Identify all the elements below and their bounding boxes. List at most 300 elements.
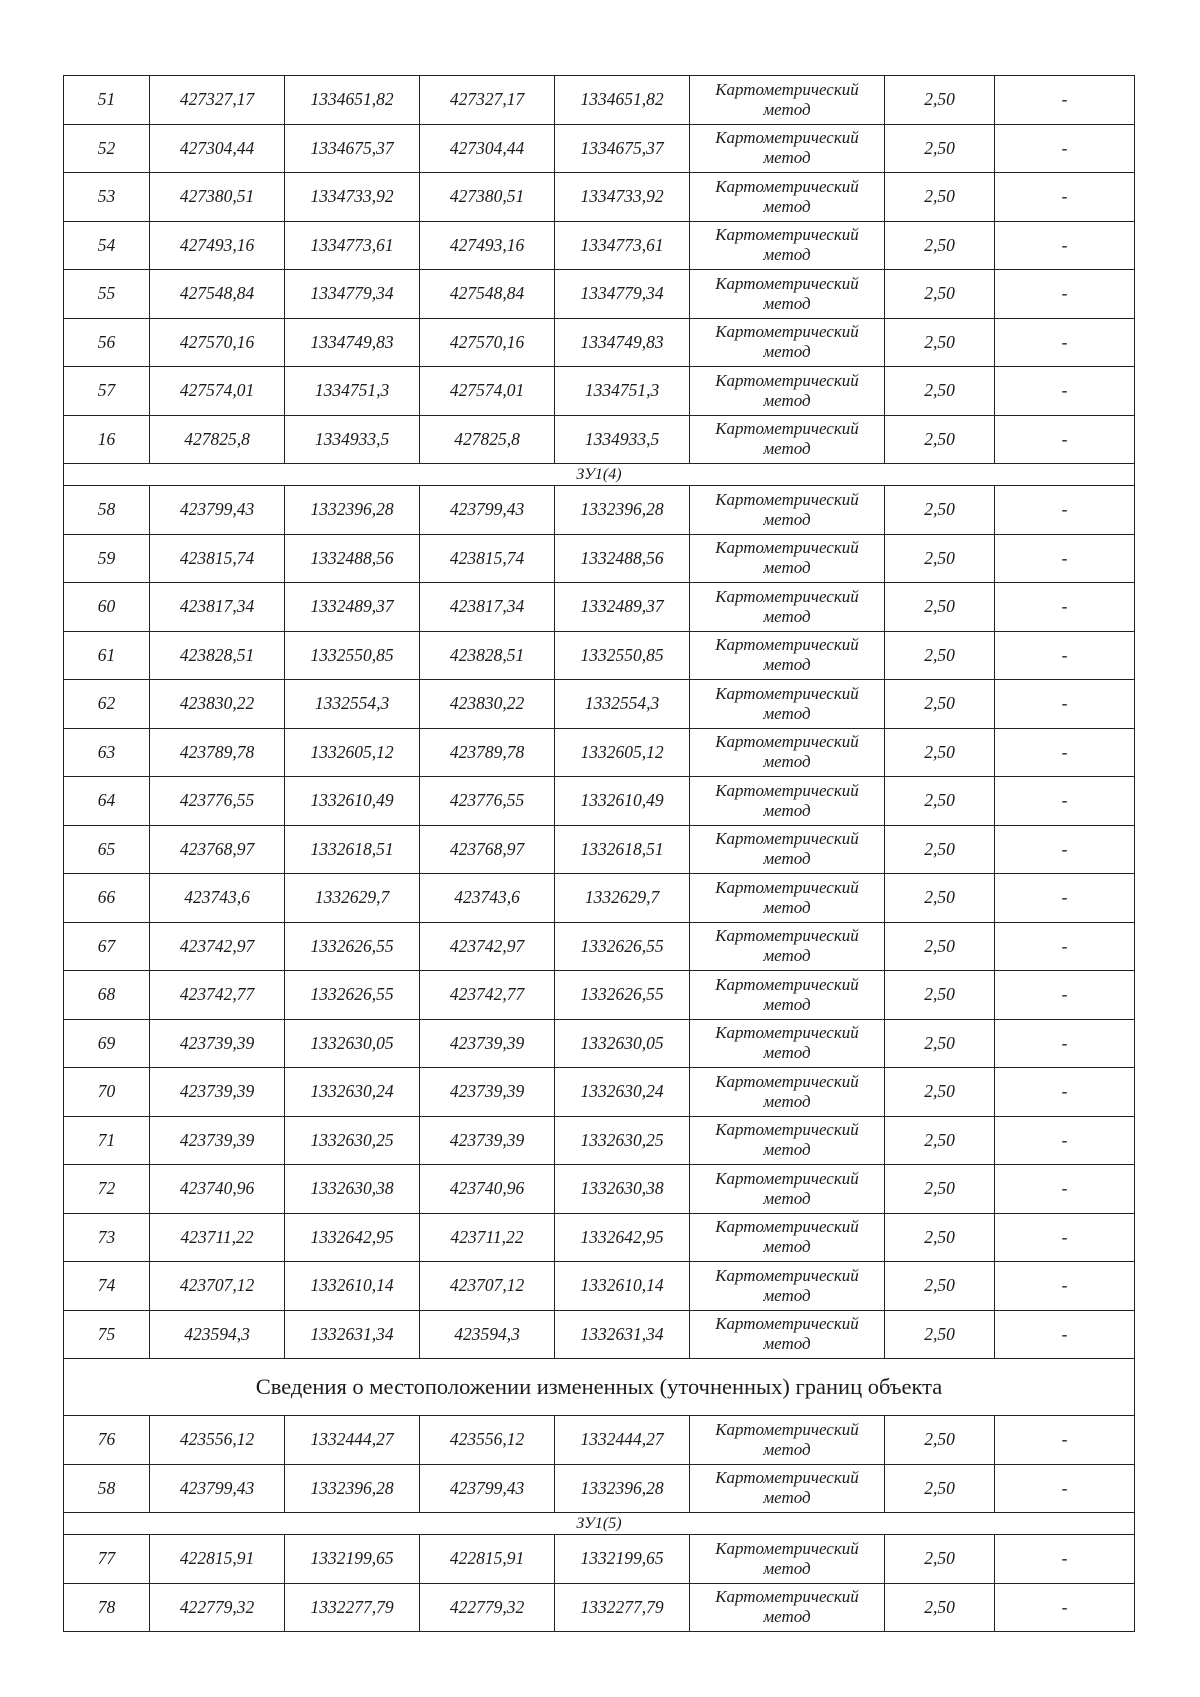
y-new-cell: 1332550,85 [555,631,690,680]
method-text-line: Картометрический [715,538,859,558]
method-text-line: Картометрический [715,225,859,245]
method-text-line: Картометрический [715,1587,859,1607]
description-cell: - [995,874,1135,923]
x-existing-cell: 423742,97 [150,922,285,971]
method-cell [690,1165,885,1214]
y-new-cell: 1332277,79 [555,1583,690,1632]
x-existing-cell: 423556,12 [150,1416,285,1465]
y-existing-cell: 1332626,55 [285,922,420,971]
y-new-cell: 1332618,51 [555,825,690,874]
method-text-line: Картометрический [715,1071,859,1091]
y-new-cell: 1332199,65 [555,1535,690,1584]
point-number-cell: 67 [64,922,150,971]
method-text-line: метод [763,1439,811,1459]
method-text-line: метод [763,509,811,529]
point-number-cell: 72 [64,1165,150,1214]
description-cell: - [995,1116,1135,1165]
y-new-cell: 1332396,28 [555,486,690,535]
method-text-line: метод [763,1043,811,1063]
point-number-cell: 58 [64,1464,150,1513]
point-number-cell: 65 [64,825,150,874]
y-existing-cell: 1332396,28 [285,1464,420,1513]
y-existing-cell: 1334651,82 [285,76,420,125]
description-cell: - [995,922,1135,971]
point-number-cell: 61 [64,631,150,680]
point-number-cell: 54 [64,221,150,270]
x-new-cell: 422779,32 [420,1583,555,1632]
method-cell [690,874,885,923]
table-row [64,1213,1135,1262]
point-number-cell: 71 [64,1116,150,1165]
point-number-cell: 77 [64,1535,150,1584]
method-cell [690,1583,885,1632]
y-existing-cell: 1332629,7 [285,874,420,923]
accuracy-cell: 2,50 [885,486,995,535]
accuracy-cell: 2,50 [885,971,995,1020]
description-cell: - [995,1213,1135,1262]
accuracy-cell: 2,50 [885,318,995,367]
table-row [64,1464,1135,1513]
table-row [64,318,1135,367]
accuracy-cell: 2,50 [885,534,995,583]
description-cell: - [995,76,1135,125]
x-new-cell: 427493,16 [420,221,555,270]
point-number-cell: 56 [64,318,150,367]
accuracy-cell: 2,50 [885,680,995,729]
description-cell: - [995,680,1135,729]
point-number-cell: 64 [64,777,150,826]
y-new-cell: 1334675,37 [555,124,690,173]
table-row [64,534,1135,583]
point-number-cell: 51 [64,76,150,125]
accuracy-cell: 2,50 [885,221,995,270]
method-cell [690,1262,885,1311]
x-new-cell: 423776,55 [420,777,555,826]
y-existing-cell: 1332488,56 [285,534,420,583]
point-number-cell: 69 [64,1019,150,1068]
x-existing-cell: 427548,84 [150,270,285,319]
y-existing-cell: 1332199,65 [285,1535,420,1584]
x-new-cell: 427825,8 [420,415,555,464]
accuracy-cell: 2,50 [885,270,995,319]
method-text-line: Картометрический [715,732,859,752]
method-text-line: метод [763,558,811,578]
y-existing-cell: 1332396,28 [285,486,420,535]
method-text-line: метод [763,439,811,459]
point-number-cell: 76 [64,1416,150,1465]
accuracy-cell: 2,50 [885,367,995,416]
method-text-line: Картометрический [715,273,859,293]
table-row [64,777,1135,826]
x-new-cell: 423815,74 [420,534,555,583]
y-existing-cell: 1334773,61 [285,221,420,270]
method-cell [690,415,885,464]
method-text-line: метод [763,800,811,820]
y-existing-cell: 1332630,38 [285,1165,420,1214]
y-existing-cell: 1334749,83 [285,318,420,367]
method-text-line: Картометрический [715,1217,859,1237]
accuracy-cell: 2,50 [885,1583,995,1632]
y-new-cell: 1332554,3 [555,680,690,729]
table-row [64,1262,1135,1311]
method-text-line: метод [763,946,811,966]
y-existing-cell: 1332489,37 [285,583,420,632]
x-existing-cell: 423830,22 [150,680,285,729]
method-text-line: метод [763,994,811,1014]
x-new-cell: 423817,34 [420,583,555,632]
y-new-cell: 1334773,61 [555,221,690,270]
y-existing-cell: 1332277,79 [285,1583,420,1632]
method-cell [690,367,885,416]
x-new-cell: 427380,51 [420,173,555,222]
heading-row [64,1359,1135,1416]
accuracy-cell: 2,50 [885,1116,995,1165]
method-text-line: Картометрический [715,489,859,509]
y-new-cell: 1332626,55 [555,922,690,971]
y-existing-cell: 1332610,49 [285,777,420,826]
x-new-cell: 423740,96 [420,1165,555,1214]
y-existing-cell: 1332631,34 [285,1310,420,1359]
method-text-line: Картометрический [715,1419,859,1439]
y-existing-cell: 1332630,24 [285,1068,420,1117]
y-new-cell: 1332489,37 [555,583,690,632]
y-new-cell: 1332605,12 [555,728,690,777]
description-cell: - [995,728,1135,777]
x-existing-cell: 423789,78 [150,728,285,777]
point-number-cell: 73 [64,1213,150,1262]
point-number-cell: 60 [64,583,150,632]
method-text-line: Картометрический [715,877,859,897]
method-text-line: Картометрический [715,128,859,148]
y-new-cell: 1332626,55 [555,971,690,1020]
method-cell [690,728,885,777]
method-cell [690,318,885,367]
method-cell [690,534,885,583]
accuracy-cell: 2,50 [885,1213,995,1262]
method-cell [690,76,885,125]
method-text-line: Картометрический [715,1023,859,1043]
x-existing-cell: 427825,8 [150,415,285,464]
accuracy-cell: 2,50 [885,825,995,874]
method-text-line: метод [763,99,811,119]
description-cell: - [995,1165,1135,1214]
table-row [64,1583,1135,1632]
method-text-line: Картометрический [715,1314,859,1334]
method-text-line: метод [763,1091,811,1111]
method-text-line: Картометрический [715,683,859,703]
x-new-cell: 423739,39 [420,1116,555,1165]
accuracy-cell: 2,50 [885,922,995,971]
method-text-line: метод [763,897,811,917]
method-text-line: метод [763,390,811,410]
method-cell [690,1213,885,1262]
x-existing-cell: 423799,43 [150,486,285,535]
method-cell [690,124,885,173]
section-row [64,1513,1135,1535]
table-row [64,1310,1135,1359]
method-text-line: метод [763,1237,811,1257]
method-cell [690,825,885,874]
x-existing-cell: 422815,91 [150,1535,285,1584]
accuracy-cell: 2,50 [885,124,995,173]
x-new-cell: 423707,12 [420,1262,555,1311]
y-new-cell: 1332630,38 [555,1165,690,1214]
x-existing-cell: 427574,01 [150,367,285,416]
point-number-cell: 52 [64,124,150,173]
description-cell: - [995,1464,1135,1513]
x-new-cell: 423739,39 [420,1019,555,1068]
table-row [64,680,1135,729]
x-new-cell: 427570,16 [420,318,555,367]
table-row [64,221,1135,270]
x-new-cell: 427304,44 [420,124,555,173]
method-cell [690,631,885,680]
method-cell [690,1310,885,1359]
description-cell: - [995,1019,1135,1068]
x-existing-cell: 423817,34 [150,583,285,632]
method-cell [690,270,885,319]
table-row [64,1165,1135,1214]
x-new-cell: 423739,39 [420,1068,555,1117]
point-number-cell: 68 [64,971,150,1020]
y-existing-cell: 1332630,25 [285,1116,420,1165]
accuracy-cell: 2,50 [885,728,995,777]
x-new-cell: 423594,3 [420,1310,555,1359]
x-existing-cell: 423707,12 [150,1262,285,1311]
x-existing-cell: 423828,51 [150,631,285,680]
point-number-cell: 70 [64,1068,150,1117]
method-text-line: Картометрический [715,974,859,994]
x-existing-cell: 423711,22 [150,1213,285,1262]
method-text-line: Картометрический [715,79,859,99]
x-new-cell: 423743,6 [420,874,555,923]
method-text-line: Картометрический [715,176,859,196]
x-existing-cell: 427493,16 [150,221,285,270]
method-cell [690,1068,885,1117]
method-cell [690,922,885,971]
table-row [64,874,1135,923]
section-row [64,464,1135,486]
description-cell: - [995,777,1135,826]
y-new-cell: 1334733,92 [555,173,690,222]
description-cell: - [995,367,1135,416]
y-new-cell: 1332630,25 [555,1116,690,1165]
table-row [64,583,1135,632]
x-new-cell: 427574,01 [420,367,555,416]
y-new-cell: 1334751,3 [555,367,690,416]
method-text-line: Картометрический [715,1168,859,1188]
method-cell [690,583,885,632]
y-new-cell: 1334933,5 [555,415,690,464]
x-existing-cell: 422779,32 [150,1583,285,1632]
method-text-line: метод [763,1607,811,1627]
section-label: ЗУ1(5) [64,1513,1135,1535]
table-row [64,1019,1135,1068]
x-existing-cell: 423739,39 [150,1116,285,1165]
accuracy-cell: 2,50 [885,415,995,464]
y-new-cell: 1332396,28 [555,1464,690,1513]
table-row [64,173,1135,222]
method-text-line: Картометрический [715,1468,859,1488]
method-text-line: метод [763,1488,811,1508]
method-text-line: метод [763,293,811,313]
accuracy-cell: 2,50 [885,1464,995,1513]
description-cell: - [995,221,1135,270]
y-new-cell: 1332631,34 [555,1310,690,1359]
x-new-cell: 423828,51 [420,631,555,680]
y-existing-cell: 1334733,92 [285,173,420,222]
x-new-cell: 423789,78 [420,728,555,777]
x-existing-cell: 423776,55 [150,777,285,826]
section-heading: Сведения о местоположении измененных (уточненных) границ объекта [64,1359,1135,1416]
x-existing-cell: 423739,39 [150,1068,285,1117]
y-existing-cell: 1334675,37 [285,124,420,173]
x-existing-cell: 427570,16 [150,318,285,367]
accuracy-cell: 2,50 [885,1019,995,1068]
description-cell: - [995,318,1135,367]
method-cell [690,777,885,826]
table-row [64,270,1135,319]
y-existing-cell: 1332642,95 [285,1213,420,1262]
table-row [64,1116,1135,1165]
x-existing-cell: 423768,97 [150,825,285,874]
point-number-cell: 55 [64,270,150,319]
y-new-cell: 1332629,7 [555,874,690,923]
point-number-cell: 66 [64,874,150,923]
y-new-cell: 1332642,95 [555,1213,690,1262]
method-text-line: Картометрический [715,1538,859,1558]
method-text-line: метод [763,1140,811,1160]
x-new-cell: 427548,84 [420,270,555,319]
description-cell: - [995,1583,1135,1632]
y-existing-cell: 1334933,5 [285,415,420,464]
method-text-line: Картометрический [715,1120,859,1140]
method-text-line: Картометрический [715,780,859,800]
table-row [64,728,1135,777]
method-cell [690,1535,885,1584]
x-new-cell: 422815,91 [420,1535,555,1584]
method-text-line: метод [763,849,811,869]
x-existing-cell: 423799,43 [150,1464,285,1513]
accuracy-cell: 2,50 [885,1416,995,1465]
accuracy-cell: 2,50 [885,583,995,632]
accuracy-cell: 2,50 [885,1068,995,1117]
description-cell: - [995,1310,1135,1359]
method-text-line: Картометрический [715,586,859,606]
y-existing-cell: 1334751,3 [285,367,420,416]
method-text-line: Картометрический [715,635,859,655]
point-number-cell: 75 [64,1310,150,1359]
method-text-line: метод [763,1334,811,1354]
table-row [64,486,1135,535]
x-existing-cell: 423815,74 [150,534,285,583]
y-existing-cell: 1332626,55 [285,971,420,1020]
x-new-cell: 423799,43 [420,1464,555,1513]
method-cell [690,1116,885,1165]
method-cell [690,971,885,1020]
table-row [64,922,1135,971]
point-number-cell: 59 [64,534,150,583]
point-number-cell: 53 [64,173,150,222]
description-cell: - [995,825,1135,874]
point-number-cell: 62 [64,680,150,729]
accuracy-cell: 2,50 [885,631,995,680]
table-row [64,367,1135,416]
y-existing-cell: 1332444,27 [285,1416,420,1465]
y-new-cell: 1334779,34 [555,270,690,319]
y-new-cell: 1334749,83 [555,318,690,367]
point-number-cell: 74 [64,1262,150,1311]
table-row [64,825,1135,874]
method-text-line: метод [763,1285,811,1305]
description-cell: - [995,270,1135,319]
method-text-line: метод [763,606,811,626]
table-row [64,1068,1135,1117]
y-existing-cell: 1334779,34 [285,270,420,319]
x-existing-cell: 427304,44 [150,124,285,173]
accuracy-cell: 2,50 [885,777,995,826]
method-text-line: метод [763,196,811,216]
method-cell [690,173,885,222]
method-cell [690,1464,885,1513]
method-cell [690,680,885,729]
table-row [64,1416,1135,1465]
method-text-line: Картометрический [715,322,859,342]
description-cell: - [995,1262,1135,1311]
method-text-line: Картометрический [715,419,859,439]
y-existing-cell: 1332618,51 [285,825,420,874]
description-cell: - [995,173,1135,222]
accuracy-cell: 2,50 [885,1310,995,1359]
method-text-line: метод [763,1558,811,1578]
table-row [64,124,1135,173]
accuracy-cell: 2,50 [885,173,995,222]
x-new-cell: 423830,22 [420,680,555,729]
x-new-cell: 423556,12 [420,1416,555,1465]
description-cell: - [995,415,1135,464]
accuracy-cell: 2,50 [885,1535,995,1584]
description-cell: - [995,486,1135,535]
method-text-line: метод [763,148,811,168]
point-number-cell: 16 [64,415,150,464]
x-new-cell: 423742,77 [420,971,555,1020]
section-label: ЗУ1(4) [64,464,1135,486]
point-number-cell: 58 [64,486,150,535]
y-existing-cell: 1332554,3 [285,680,420,729]
method-text-line: метод [763,752,811,772]
method-text-line: метод [763,342,811,362]
accuracy-cell: 2,50 [885,1165,995,1214]
x-existing-cell: 423594,3 [150,1310,285,1359]
coordinates-table-body [64,76,1135,1632]
table-row [64,631,1135,680]
description-cell: - [995,1535,1135,1584]
method-text-line: метод [763,655,811,675]
accuracy-cell: 2,50 [885,76,995,125]
method-text-line: метод [763,245,811,265]
point-number-cell: 57 [64,367,150,416]
y-existing-cell: 1332605,12 [285,728,420,777]
description-cell: - [995,583,1135,632]
x-new-cell: 423711,22 [420,1213,555,1262]
description-cell: - [995,971,1135,1020]
x-existing-cell: 427327,17 [150,76,285,125]
method-cell [690,221,885,270]
x-existing-cell: 423739,39 [150,1019,285,1068]
method-cell [690,1019,885,1068]
method-text-line: Картометрический [715,829,859,849]
x-existing-cell: 427380,51 [150,173,285,222]
